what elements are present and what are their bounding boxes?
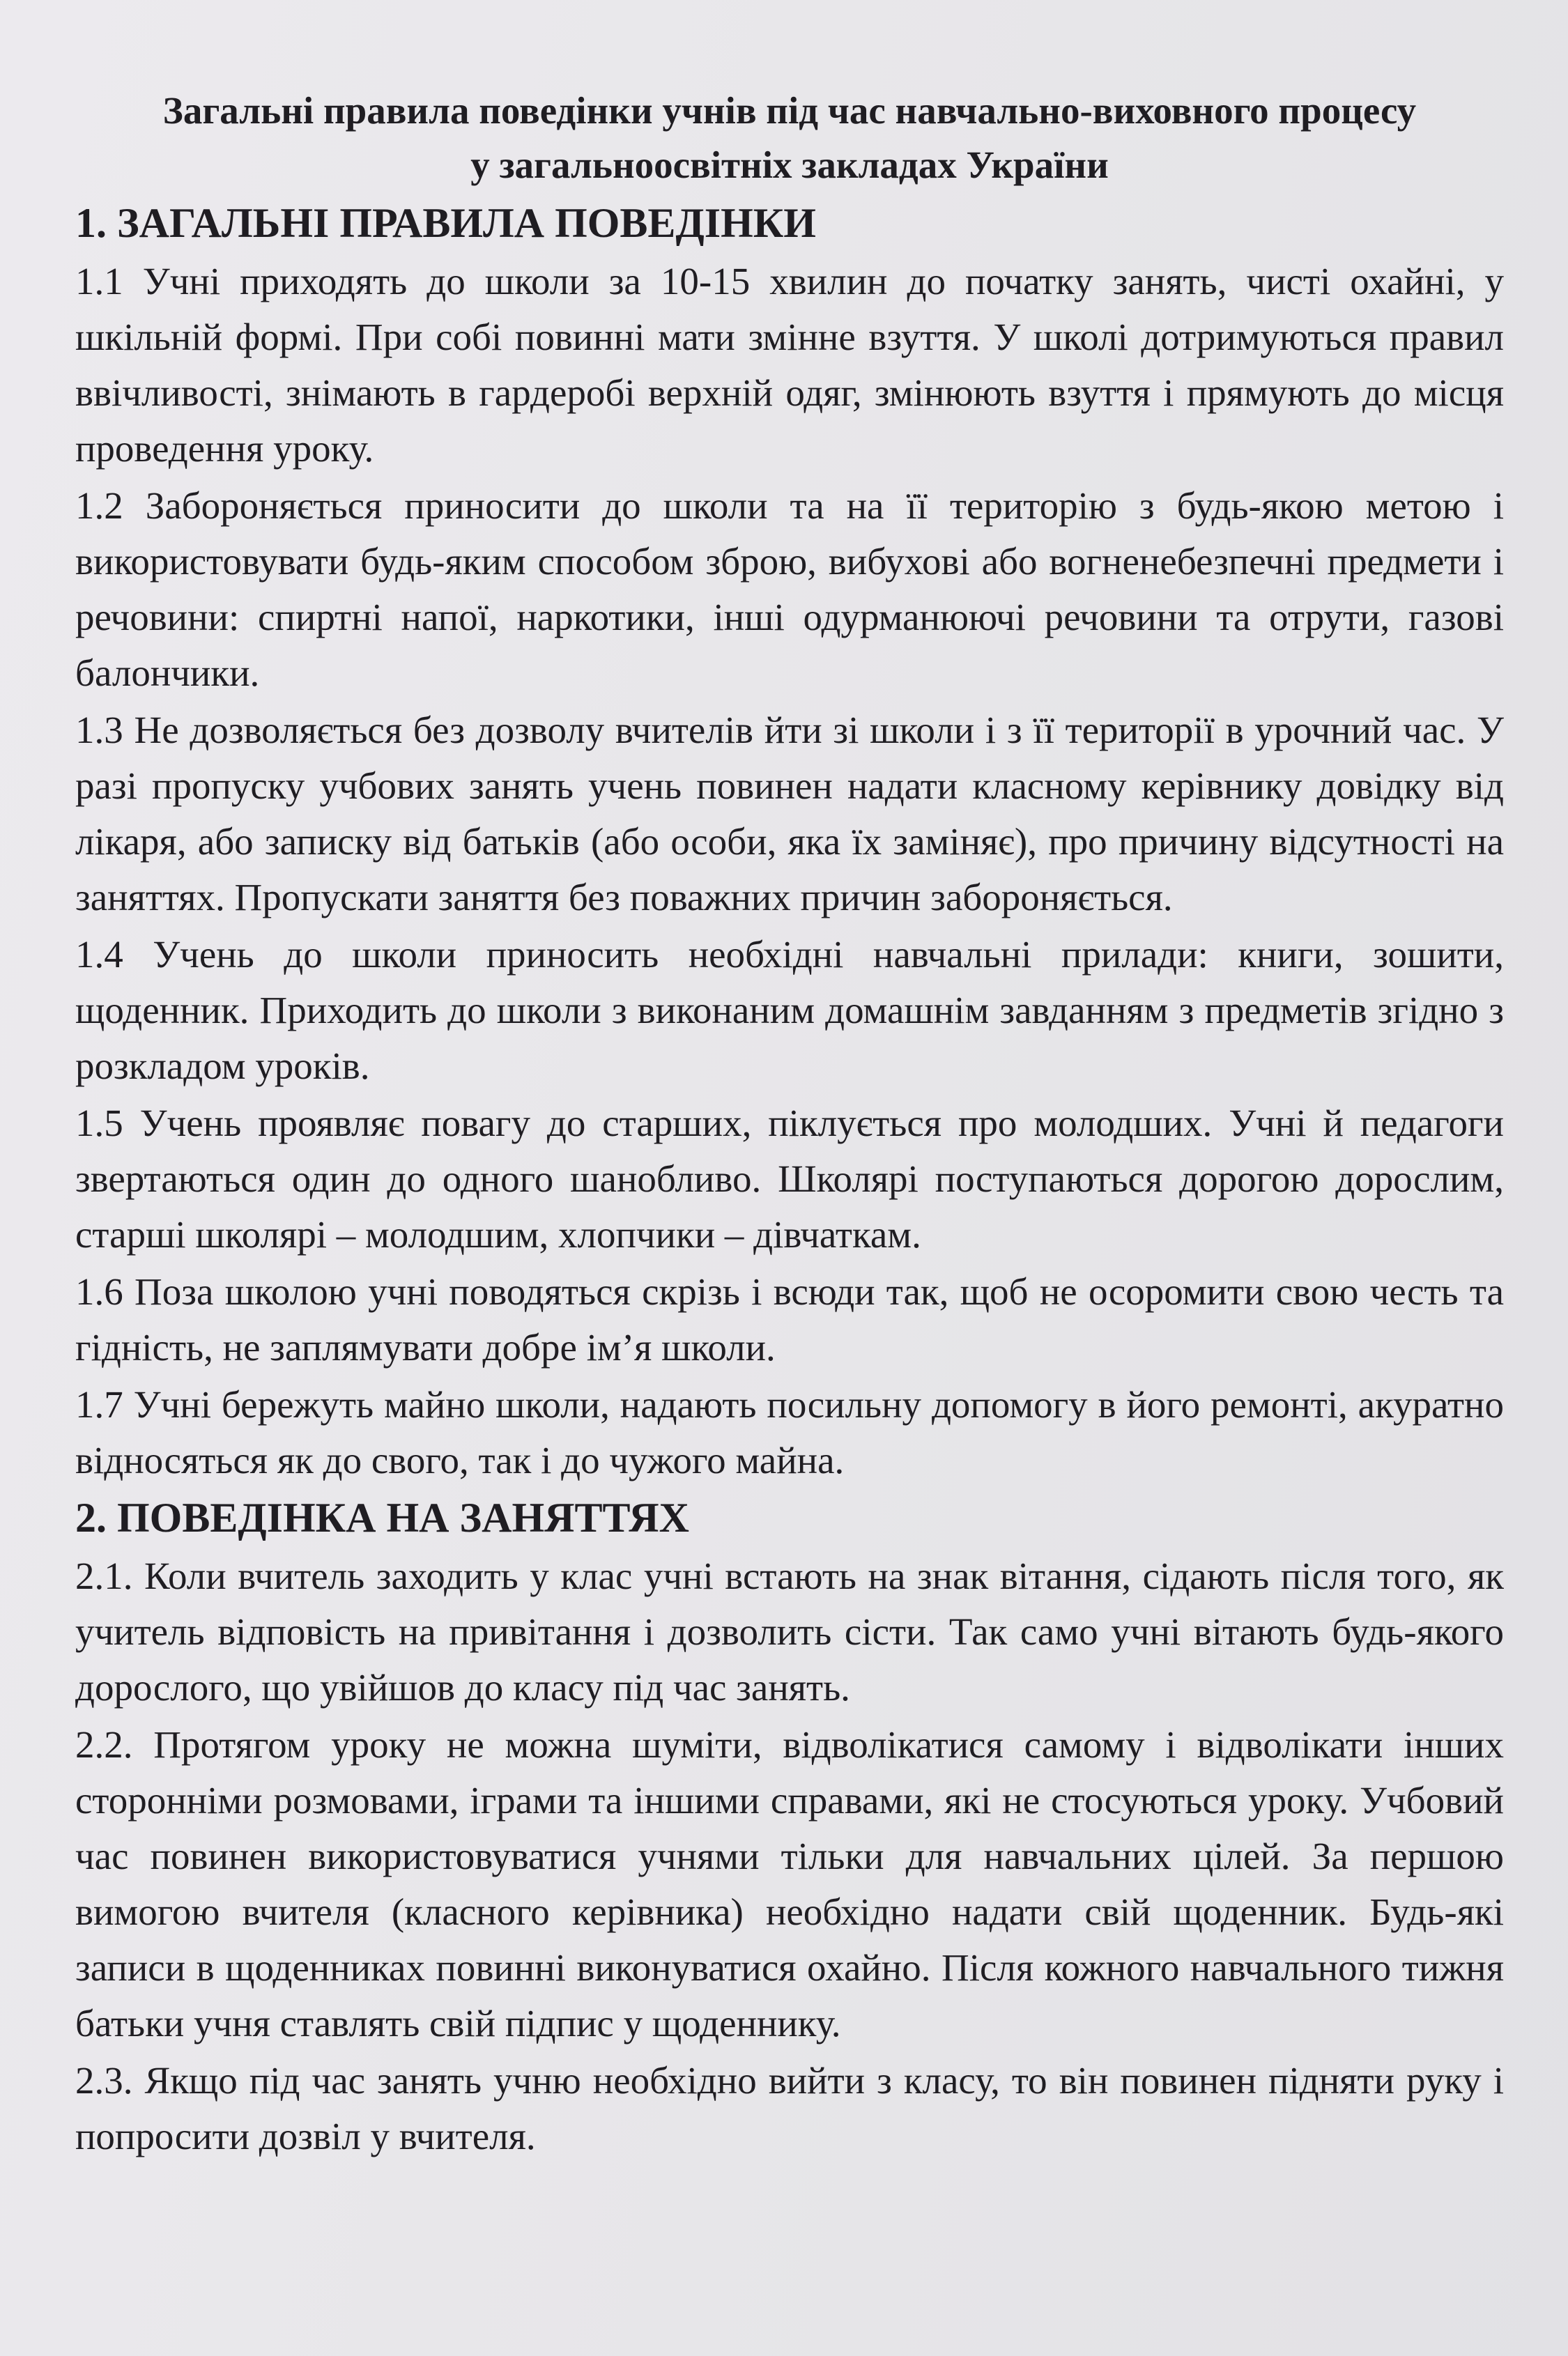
rule-1-7: 1.7 Учні бережуть майно школи, надають посильну допомогу в його ремонті, акуратно відносяться як до свого, так і до чужого майна. — [75, 1383, 1504, 1481]
section-class-behavior — [75, 1490, 1504, 2164]
rule-1-5: 1.5 Учень проявляє повагу до старших, піклується про молодших. Учні й педагоги звертаються один до одного шанобливо. Школярі поступаються дорогою дорослим, старші школярі – молодшим, хлопчики – дівчаткам. — [75, 1102, 1504, 1256]
rule-2-2: 2.2. Протягом уроку не можна шуміти, відволікатися самому і відволікати інших сторонніми розмовами, іграми та іншими справами, які не стосуються уроку. Учбовий час повинен використовуватися учнями тільки для навчальних цілей. За першою вимогою вчителя (класного керівника) необхідно надати свій щоденник. Будь-які записи в щоденниках повинні виконуватися охайно. Після кожного навчального тижня батьки учня ставлять свій підпис у щоденнику. — [75, 1723, 1504, 2045]
rule-1-1: 1.1 Учні приходять до школи за 10-15 хвилин до початку занять, чисті охайні, у шкільній формі. При собі повинні мати змінне взуття. У школі дотримуються правил ввічливості, знімають в гардеробі верхній одяг, змінюють взуття і прямують до місця проведення уроку. — [75, 260, 1504, 470]
document-title-line-1: Загальні правила поведінки учнів під час навчально-виховного процесу — [162, 89, 1417, 132]
rule-1-2: 1.2 Забороняється приносити до школи та на її територію з будь-якою метою і використовувати будь-яким способом зброю, вибухові або вогненебезпечні предмети і речовини: спиртні напої, наркотики, інші одурманюючі речовини та отрути, газові балончики. — [75, 484, 1504, 694]
section-heading: 1. ЗАГАЛЬНІ ПРАВИЛА ПОВЕДІНКИ — [75, 200, 816, 246]
document-body — [75, 84, 1504, 2166]
rule-1-6: 1.6 Поза школою учні поводяться скрізь і всюди так, щоб не осоромити свою честь та гідність, не заплямувати добре ім’я школи. — [75, 1270, 1504, 1369]
rule-2-1: 2.1. Коли вчитель заходить у клас учні встають на знак вітання, сідають після того, як учитель відповість на привітання і дозволить сісти. Так само учні вітають будь-якого дорослого, що увійшов до класу під час занять. — [75, 1555, 1504, 1709]
section-general-rules — [75, 195, 1504, 1488]
document-title — [75, 84, 1504, 192]
rule-1-3: 1.3 Не дозволяється без дозволу вчителів йти зі школи і з її території в урочний час. У разі пропуску учбових занять учень повинен надати класному керівнику довідку від лікаря, або записку від батьків (або особи, яка їх заміняє), про причину відсутності на заняттях. Пропускати заняття без поважних причин забороняється. — [75, 709, 1504, 918]
rule-2-3: 2.3. Якщо під час занять учню необхідно вийти з класу, то він повинен підняти руку і попросити дозвіл у вчителя. — [75, 2059, 1504, 2157]
document-title-line-2: у загальноосвітніх закладах України — [470, 144, 1109, 186]
section-heading: 2. ПОВЕДІНКА НА ЗАНЯТТЯХ — [75, 1495, 689, 1541]
rule-1-4: 1.4 Учень до школи приносить необхідні навчальні прилади: книги, зошити, щоденник. Приходить до школи з виконаним домашнім завданням з предметів згідно з розкладом уроків. — [75, 933, 1504, 1087]
